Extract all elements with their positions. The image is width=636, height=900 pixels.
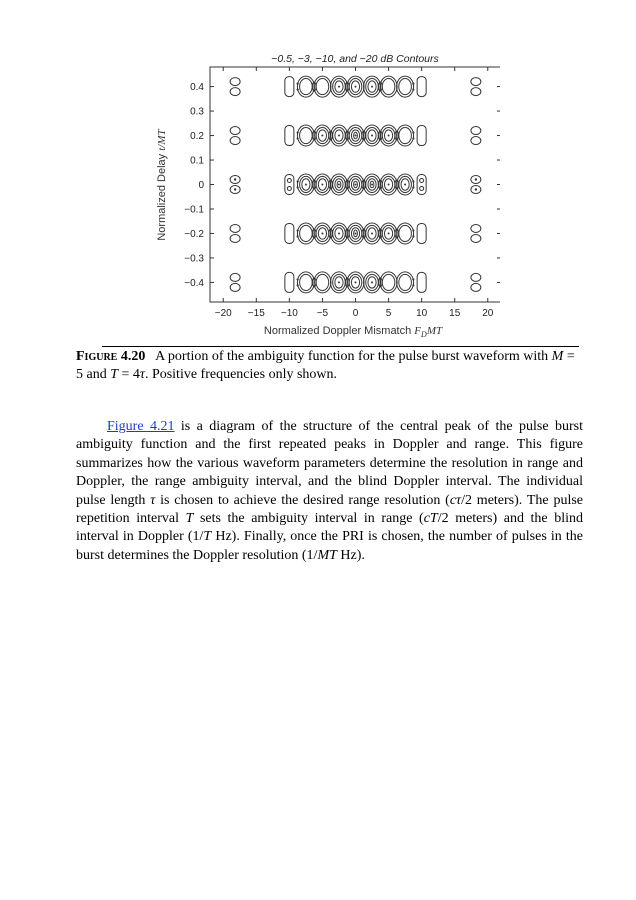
- side-lobe-dot: [475, 188, 477, 190]
- peak-center-dot: [371, 135, 373, 137]
- peak-center-dot: [404, 184, 406, 186]
- side-lobe-contour: [471, 88, 481, 96]
- peak-center-dot: [321, 184, 323, 186]
- plot-title: −0.5, −3, −10, and −20 dB Contours: [271, 53, 439, 65]
- y-tick-label: 0.3: [190, 106, 204, 118]
- edge-peak-contour: [417, 77, 426, 97]
- side-lobe-contour: [230, 283, 240, 291]
- caption-rule: [102, 346, 579, 347]
- sidelobe-dot: [412, 131, 414, 133]
- x-tick-label: −5: [316, 308, 329, 319]
- sidelobe-dot: [297, 229, 299, 231]
- peak-center-dot: [371, 184, 373, 186]
- x-tick-label: −15: [247, 308, 265, 319]
- peak-center-dot: [355, 184, 357, 186]
- edge-peak-inner: [287, 179, 291, 183]
- peak-contour-ring: [382, 274, 395, 290]
- peak-center-dot: [371, 281, 373, 283]
- x-tick-label: 20: [482, 308, 494, 319]
- sidelobe-dot: [412, 229, 414, 231]
- side-lobe-contour: [230, 273, 240, 281]
- side-lobe-contour: [471, 273, 481, 281]
- x-tick-label: 0: [352, 308, 359, 319]
- edge-peak-contour: [285, 77, 294, 97]
- y-tick-label: 0.1: [190, 155, 204, 167]
- sidelobe-dot: [297, 284, 299, 286]
- edge-peak-inner: [287, 187, 291, 191]
- edge-peak-inner: [420, 187, 424, 191]
- contour-lines: [230, 76, 481, 293]
- peak-center-dot: [305, 184, 307, 186]
- peak-contour-ring: [300, 127, 313, 143]
- peak-center-dot: [388, 135, 390, 137]
- sidelobe-dot: [297, 131, 299, 133]
- side-lobe-contour: [230, 127, 240, 135]
- x-axis-ticks: [215, 67, 494, 319]
- peak-center-dot: [338, 184, 340, 186]
- side-lobe-contour: [230, 224, 240, 232]
- peak-center-dot: [371, 232, 373, 234]
- peak-contour-ring: [399, 274, 412, 290]
- figure-4-21-link[interactable]: Figure 4.21: [107, 419, 175, 434]
- sidelobe-dot: [412, 180, 414, 182]
- sidelobe-dot: [412, 186, 414, 188]
- peak-contour-ring: [316, 78, 329, 94]
- edge-peak-contour: [417, 175, 426, 195]
- side-lobe-contour: [471, 283, 481, 291]
- peak-center-dot: [371, 86, 373, 88]
- side-lobe-contour: [230, 88, 240, 96]
- peak-center-dot: [321, 135, 323, 137]
- x-tick-label: 15: [449, 308, 461, 319]
- peak-contour-ring: [399, 78, 412, 94]
- peak-contour-ring: [300, 225, 313, 241]
- edge-peak-contour: [285, 175, 294, 195]
- sidelobe-dot: [297, 235, 299, 237]
- peak-center-dot: [338, 135, 340, 137]
- x-tick-label: 10: [416, 308, 428, 319]
- edge-peak-contour: [285, 223, 294, 243]
- y-tick-label: −0.3: [184, 253, 204, 265]
- side-lobe-contour: [471, 127, 481, 135]
- peak-contour-ring: [300, 274, 313, 290]
- side-lobe-contour: [230, 137, 240, 145]
- y-tick-label: −0.4: [184, 277, 204, 289]
- side-lobe-contour: [230, 78, 240, 86]
- figure-label: Figure 4.20: [76, 349, 146, 364]
- peak-center-dot: [338, 232, 340, 234]
- peak-contour-ring: [316, 274, 329, 290]
- peak-center-dot: [355, 232, 357, 234]
- figure-caption: Figure 4.20 A portion of the ambiguity function for the pulse burst waveform with M = 5 and T = 4τ. Positive frequencies only shown.: [76, 349, 575, 382]
- sidelobe-dot: [297, 180, 299, 182]
- peak-center-dot: [355, 281, 357, 283]
- edge-peak-contour: [285, 126, 294, 146]
- side-lobe-dot: [234, 188, 236, 190]
- side-lobe-contour: [471, 224, 481, 232]
- side-lobe-contour: [230, 234, 240, 242]
- peak-center-dot: [338, 86, 340, 88]
- sidelobe-dot: [297, 88, 299, 90]
- sidelobe-dot: [297, 278, 299, 280]
- side-lobe-dot: [475, 178, 477, 180]
- body-paragraph: Figure 4.21 is a diagram of the structure of the central peak of the pulse burst ambiguity function and the first repeated peaks in Doppler and range. This figure summarizes how the various waveform parameters determine the resolution in range and Doppler, the range ambiguity interval, and the blind Doppler interval. The individual pulse length τ is chosen to achieve the desired range resolution (cτ/2 meters). The pulse repetition interval T sets the ambiguity interval in range (cT/2 meters) and the blind interval in Doppler (1/T Hz). Finally, once the PRI is chosen, the number of pulses in the burst determines the Doppler resolution (1/MT Hz).: [76, 419, 584, 563]
- peak-center-dot: [338, 281, 340, 283]
- sidelobe-dot: [297, 186, 299, 188]
- peak-center-dot: [321, 232, 323, 234]
- peak-contour-ring: [399, 127, 412, 143]
- sidelobe-dot: [412, 137, 414, 139]
- x-tick-label: −20: [214, 308, 232, 319]
- ambiguity-contour-plot: [150, 45, 500, 341]
- edge-peak-contour: [417, 272, 426, 292]
- sidelobe-dot: [297, 137, 299, 139]
- peak-center-dot: [355, 135, 357, 137]
- edge-peak-contour: [417, 223, 426, 243]
- side-lobe-contour: [471, 78, 481, 86]
- edge-peak-inner: [420, 179, 424, 183]
- peak-contour-ring: [382, 78, 395, 94]
- y-tick-label: −0.2: [184, 228, 204, 240]
- x-tick-label: 5: [385, 308, 392, 319]
- edge-peak-contour: [285, 272, 294, 292]
- edge-peak-contour: [417, 126, 426, 146]
- sidelobe-dot: [412, 235, 414, 237]
- y-axis-label: Normalized Delay t/MT: [156, 129, 168, 241]
- sidelobe-dot: [297, 82, 299, 84]
- sidelobe-dot: [412, 88, 414, 90]
- y-tick-label: −0.1: [184, 204, 204, 216]
- sidelobe-dot: [412, 278, 414, 280]
- side-lobe-dot: [234, 178, 236, 180]
- x-axis-label: Normalized Doppler Mismatch $F_DMT$: [263, 325, 443, 339]
- peak-contour-ring: [399, 225, 412, 241]
- y-tick-label: 0: [198, 180, 204, 191]
- sidelobe-dot: [412, 284, 414, 286]
- side-lobe-contour: [471, 234, 481, 242]
- peak-center-dot: [388, 184, 390, 186]
- y-axis-ticks: [184, 82, 500, 289]
- y-tick-label: 0.4: [190, 82, 204, 94]
- sidelobe-dot: [412, 82, 414, 84]
- peak-center-dot: [355, 86, 357, 88]
- peak-center-dot: [388, 232, 390, 234]
- y-tick-label: 0.2: [190, 131, 204, 143]
- peak-contour-ring: [300, 78, 313, 94]
- side-lobe-contour: [471, 137, 481, 145]
- x-tick-label: −10: [280, 308, 298, 319]
